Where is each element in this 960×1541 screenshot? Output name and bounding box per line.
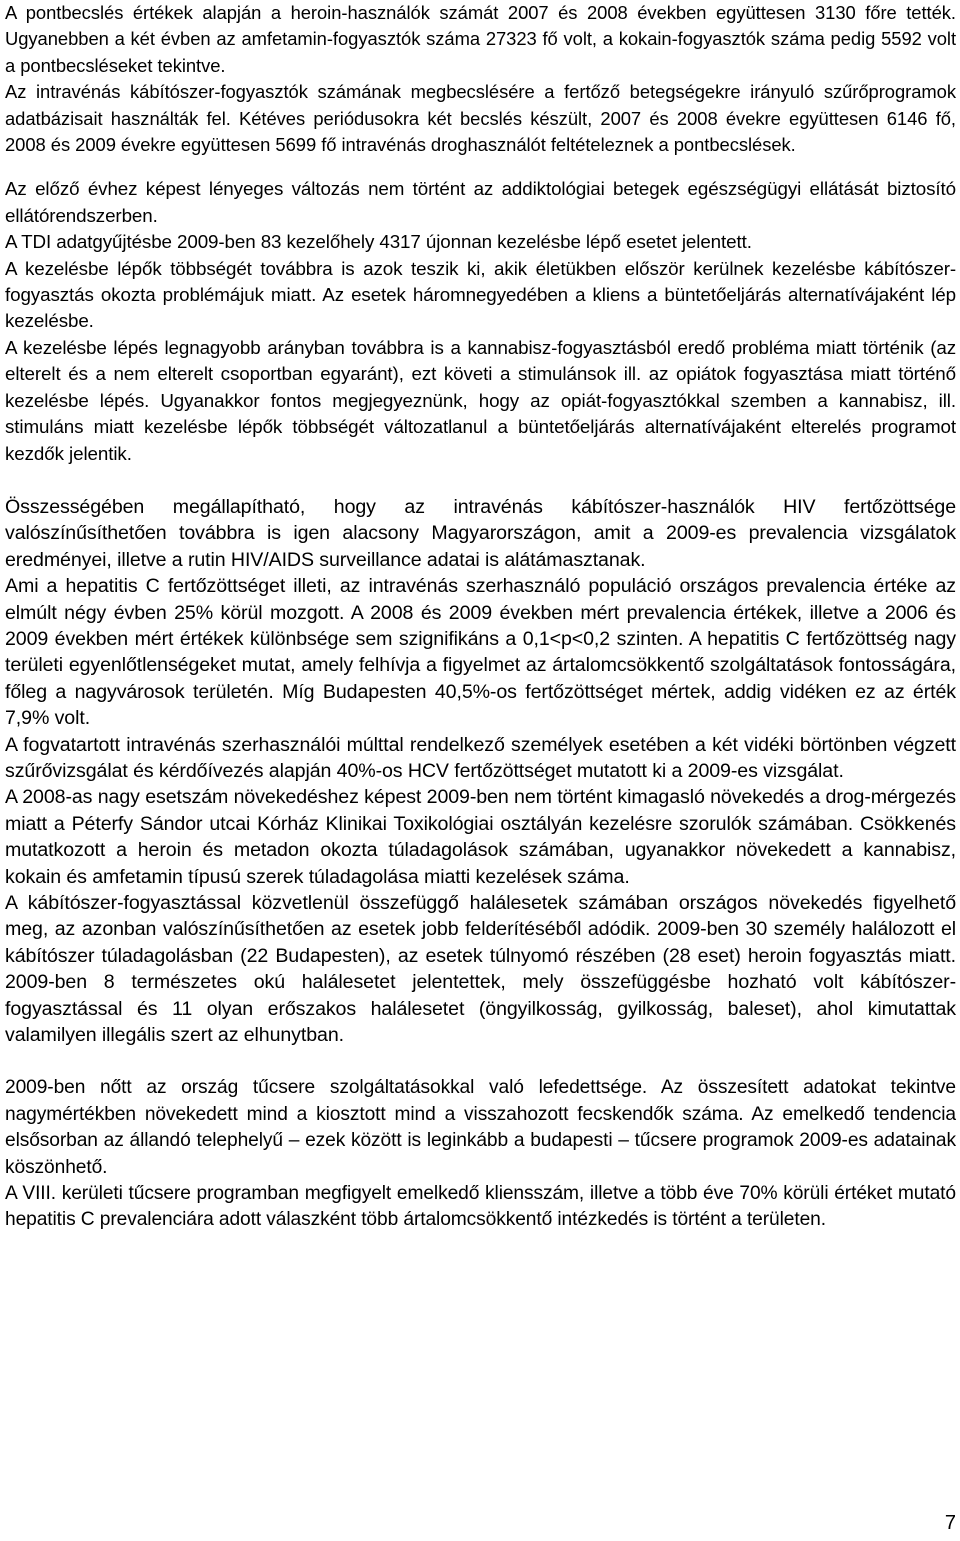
paragraph: Összességében megállapítható, hogy az intravénás kábítószer-használók HIV fertőzöttsége valószínűsíthetően továbbra is igen alacsony Magyarországon, amit a 2009-es prevalencia vizsgálatok eredményei, illetve a rutin HIV/AIDS surveillance adatai is alátámasztanak. (5, 495, 956, 571)
paragraph-spacer (5, 158, 956, 176)
paragraph: A pontbecslés értékek alapján a heroin-használók számát 2007 és 2008 években együttesen 3130 főre tették. Ugyanebben a két évben az amfetamin-fogyasztók száma 27323 fő volt, a kokain-fogyasztók száma pedig 5592 volt a pontbecsléseket tekintve. (5, 2, 956, 76)
document-page (5, 0, 956, 1234)
paragraph: Az előző évhez képest lényeges változás nem történt az addiktológiai betegek egészségügyi ellátását biztosító ellátórendszerben. (5, 178, 956, 226)
paragraph-spacer (5, 467, 956, 494)
paragraph: A 2008-as nagy esetszám növekedéshez képest 2009-ben nem történt kimagasló növekedés a drog-mérgezés miatt a Péterfy Sándor utcai Kórház Klinikai Toxikológiai osztályán kezelésre szorulók számában. Csökkenés mutatkozott a heroin és metadon okozta túladagolások számában, ugyanakkor növekedett a kannabisz, kokain és amfetamin típusú szerek túladagolása miatti kezelések száma. (5, 786, 956, 888)
paragraph: A kábítószer-fogyasztással közvetlenül összefüggő halálesetek számában országos növekedés figyelhető meg, az azonban valószínűsíthetően az esetek jobb felderítéséből adódik. 2009-ben 30 személy halálozott el kábítószer túladagolásban (22 Budapesten), az esetek túlnyomó részében (28 eset) heroin fogyasztás miatt. 2009-ben 8 természetes okú halálesetet jelentettek, mely összefüggésbe hozható volt kábítószer-fogyasztással és 11 olyan erőszakos halálesetet (öngyilkosság, gyilkosság, baleset), ahol kimutattak valamilyen illegális szert az elhunytban. (5, 892, 956, 1047)
section-estimates (5, 0, 956, 158)
page-number: 7 (944, 1512, 956, 1534)
paragraph: Ami a hepatitis C fertőzöttséget illeti, az intravénás szerhasználó populáció országos prevalencia értéke az elmúlt négy évben 25% körül mozgott. A 2008 és 2009 években mért prevalencia értékek, illetve a 2006 és 2009 években mért értékek különbsége sem szignifikáns a 0,1<p<0,2 szinten. A hepatitis C fertőzöttség nagy területi egyenlőtlenségeket mutat, amely felhívja a figyelmet az ártalomcsökkentő szolgáltatások fontosságára, főleg a nagyvárosok területén. Míg Budapesten 40,5%-os fertőzöttséget mértek, addig vidéken ez az érték 7,9% volt. (5, 575, 956, 730)
paragraph: A kezelésbe lépés legnagyobb arányban továbbra is a kannabisz-fogyasztásból eredő probléma miatt történik (az elterelt és a nem elterelt csoportban egyaránt), ezt követi a stimulánsok ill. az opiátok fogyasztása miatt történő kezelésbe lépés. Ugyanakkor fontos megjegyeznünk, hogy az opiát-fogyasztókkal szemben a kannabisz, ill. stimuláns miatt kezelésbe lépők többségét változatlanul a büntetőeljárás alternatívájaként elterelés programot kezdők jelentik. (5, 336, 956, 464)
paragraph: 2009-ben nőtt az ország tűcsere szolgáltatásokkal való lefedettsége. Az összesített adatokat tekintve nagymértékben növekedett mind a kiosztott mind a visszahozott fecskendők száma. Az emelkedő tendencia elsősorban az állandó telephelyű – ezek között is leginkább a budapesti – tűcsere programok 2009-es adatainak köszönhető. (5, 1077, 956, 1178)
paragraph: Az intravénás kábítószer-fogyasztók számának megbecslésére a fertőző betegségekre irányuló szűrőprogramok adatbázisait használták fel. Kétéves periódusokra két becslés készült, 2007 és 2008 évekre együttesen 6146 fő, 2008 és 2009 évekre együttesen 5699 fő intravénás droghasználót feltételeznek a pontbecslések. (5, 81, 956, 156)
section-treatment (5, 176, 956, 466)
paragraph: A fogvatartott intravénás szerhasználói múlttal rendelkező személyek esetében a két vidéki börtönben végzett szűrővizsgálat és kérdőívezés alapján 40%-os HCV fertőzöttséget mutatott ki a 2009-es vizsgálat. (5, 733, 956, 782)
paragraph: A TDI adatgyűjtésbe 2009-ben 83 kezelőhely 4317 újonnan kezelésbe lépő esetet jelentett. (5, 231, 752, 253)
section-needle-exchange (5, 1075, 956, 1233)
paragraph: A kezelésbe lépők többségét továbbra is azok teszik ki, akik életükben először kerülnek kezelésbe kábítószer-fogyasztás okozta problémájuk miatt. Az esetek háromnegyedében a kliens a büntetőeljárás alternatívájaként lép kezelésbe. (5, 257, 956, 332)
paragraph-spacer (5, 1048, 956, 1075)
paragraph: A VIII. kerületi tűcsere programban megfigyelt emelkedő kliensszám, illetve a több éve 70% körüli értéket mutató hepatitis C prevalenciára adott válaszként több ártalomcsökkentő intézkedés is történt a területen. (5, 1183, 956, 1231)
section-infections-deaths (5, 494, 956, 1049)
